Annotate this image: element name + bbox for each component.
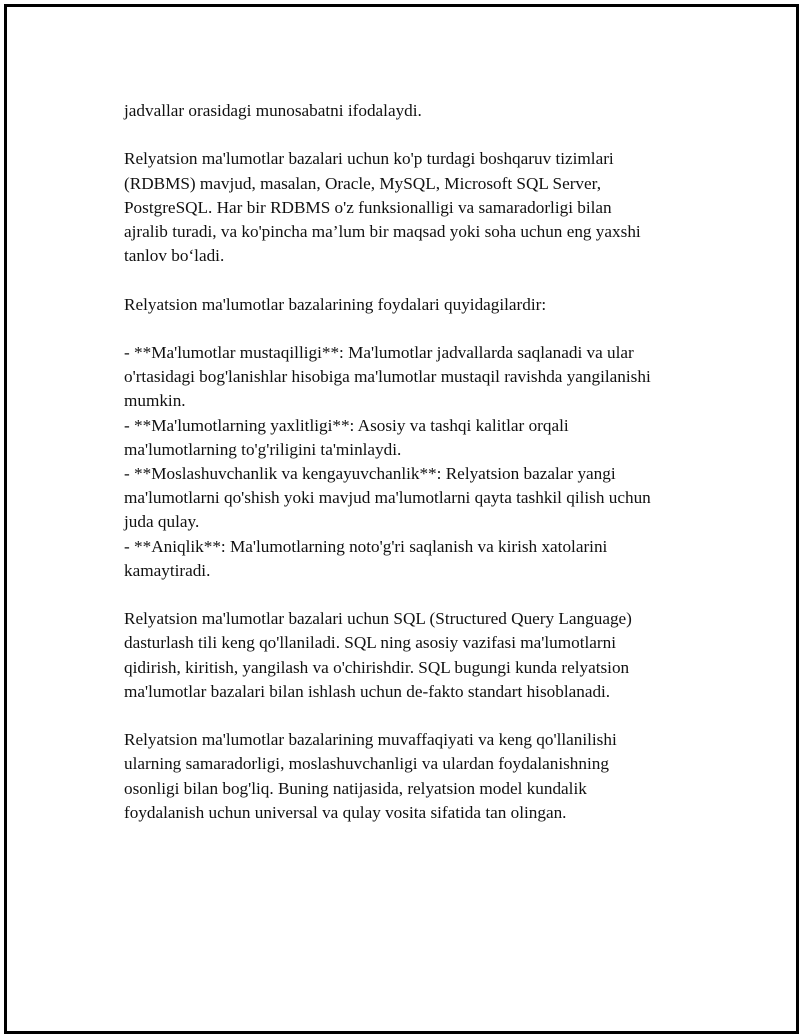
document-body xyxy=(124,99,704,849)
list-item: - **Moslashuvchanlik va kengayuvchanlik**: Relyatsion bazalar yangi ma'lumotlarni qo'shish yoki mavjud ma'lumotlarni qayta tashkil qilish uchun juda qulay. xyxy=(124,464,651,532)
list-item: - **Ma'lumotlarning yaxlitligi**: Asosiy va tashqi kalitlar orqali ma'lumotlarning to'g'riligini ta'minlaydi. xyxy=(124,415,569,459)
paragraph-sql: Relyatsion ma'lumotlar bazalari uchun SQL (Structured Query Language) dasturlash tili keng qo'llaniladi. SQL ning asosiy vazifasi ma'lumotlarni qidirish, kiritish, yangilash va o'chirishdir. SQL bugungi kunda relyatsion ma'lumotlar bazalari bilan ishlash uchun de-fakto standart hisoblanadi. xyxy=(124,609,632,701)
list-item: - **Ma'lumotlar mustaqilligi**: Ma'lumotlar jadvallarda saqlanadi va ular o'rtasidagi bog'lanishlar hisobiga ma'lumotlar mustaqil ravishda yangilanishi mumkin. xyxy=(124,342,651,411)
paragraph-success: Relyatsion ma'lumotlar bazalarining muvaffaqiyati va keng qo'llanilishi ularning samaradorligi, moslashuvchanligi va ulardan foydalanishning osonligi bilan bog'liq. Buning natijasida, relyatsion model kundalik foydalanish uchun universal va qulay vosita sifatida tan olingan. xyxy=(124,730,617,822)
paragraph-benefits-heading: Relyatsion ma'lumotlar bazalarining foydalari quyidagilardir: xyxy=(124,294,547,314)
paragraph-intro-fragment: jadvallar orasidagi munosabatni ifodalaydi. xyxy=(124,101,422,120)
list-item: - **Aniqlik**: Ma'lumotlarning noto'g'ri saqlanish va kirish xatolarini kamaytiradi. xyxy=(124,536,608,580)
paragraph-rdbms-types: Relyatsion ma'lumotlar bazalari uchun ko'p turdagi boshqaruv tizimlari (RDBMS) mavjud, masalan, Oracle, MySQL, Microsoft SQL Server, PostgreSQL. Har bir RDBMS o'z funksionalligi va samaradorligi bilan ajralib turadi, va ko'pincha ma’lum bir maqsad yoki soha uchun eng yaxshi tanlov bo‘ladi. xyxy=(124,149,641,266)
benefits-list xyxy=(124,341,704,583)
page-frame xyxy=(4,4,799,1034)
